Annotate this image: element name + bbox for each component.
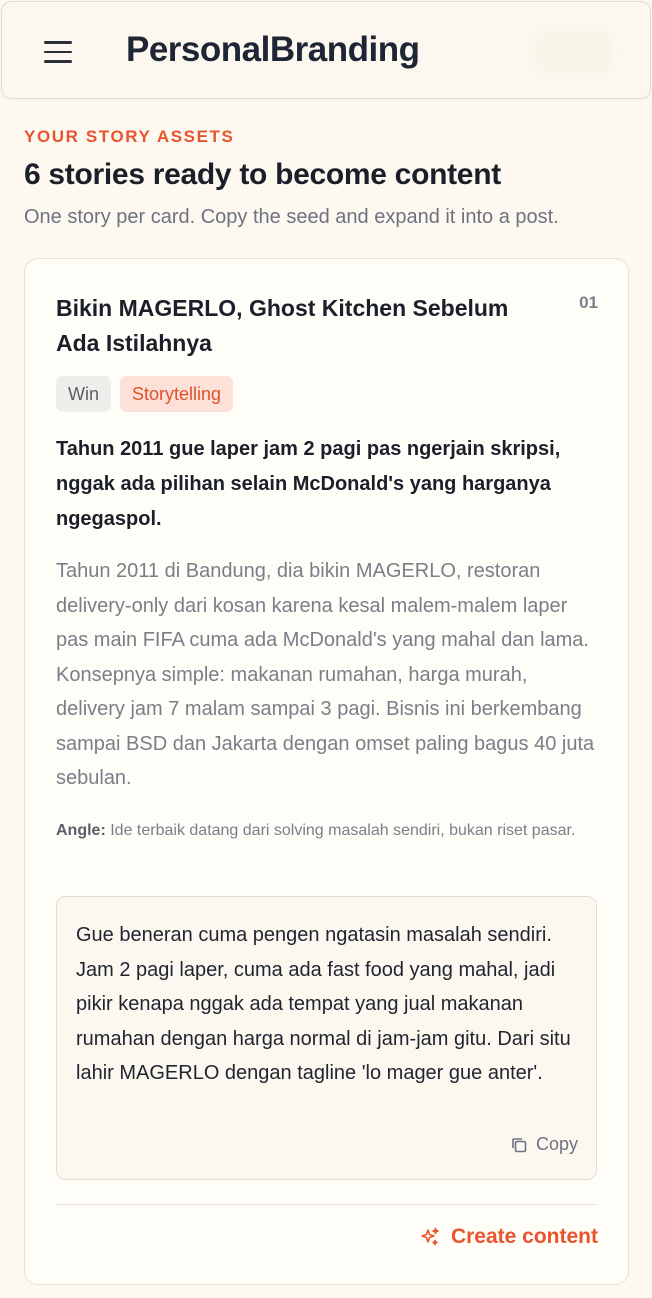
seed-text: Gue beneran cuma pengen ngatasin masalah sendiri. Jam 2 pagi laper, cuma ada fast food yang mahal, jadi pikir kenapa nggak ada tempat yang jual makanan rumahan dengan harga normal di jam-jam gitu. Dari situ lahir MAGERLO dengan tagline 'lo mager gue anter'. xyxy=(76,924,571,1084)
section-eyebrow: YOUR STORY ASSETS xyxy=(24,127,235,146)
brand-title[interactable]: PersonalBranding xyxy=(126,30,420,69)
tag-win: Win xyxy=(56,376,111,412)
create-content-label: Create content xyxy=(450,1225,598,1248)
create-content-button[interactable] xyxy=(419,1225,598,1249)
angle-text: Ide terbaik datang dari solving masalah sendiri, bukan riset pasar. xyxy=(110,822,576,839)
tag-storytelling: Storytelling xyxy=(120,376,233,412)
angle-label: Angle: xyxy=(56,822,106,839)
app-header xyxy=(1,1,651,99)
header-action-placeholder xyxy=(536,32,612,72)
card-divider xyxy=(56,1204,597,1205)
page-subtitle: One story per card. Copy the seed and expand it into a post. xyxy=(24,206,559,228)
page-title: 6 stories ready to become content xyxy=(24,158,501,191)
story-card xyxy=(24,258,629,1285)
hamburger-menu-icon[interactable] xyxy=(32,30,84,74)
copy-button[interactable] xyxy=(510,1134,578,1155)
seed-box xyxy=(56,896,597,1180)
story-title: Bikin MAGERLO, Ghost Kitchen Sebelum Ada Istilahnya xyxy=(56,295,509,356)
copy-icon xyxy=(510,1136,528,1154)
sparkles-icon xyxy=(419,1226,441,1248)
story-tags xyxy=(56,376,233,412)
story-number: 01 xyxy=(579,293,598,312)
story-summary: Tahun 2011 di Bandung, dia bikin MAGERLO, restoran delivery-only dari kosan karena kesal malem-malem laper pas main FIFA cuma ada McDonald's yang mahal dan lama. Konsepnya simple: makanan rumahan, harga murah, delivery jam 7 malam sampai 3 pagi. Bisnis ini berkembang sampai BSD dan Jakarta dengan omset paling bagus 40 juta sebulan. xyxy=(56,560,595,789)
copy-label: Copy xyxy=(535,1134,578,1154)
story-hook: Tahun 2011 gue laper jam 2 pagi pas ngerjain skripsi, nggak ada pilihan selain McDonald's yang harganya ngegaspol. xyxy=(56,438,561,530)
story-angle xyxy=(56,816,586,845)
